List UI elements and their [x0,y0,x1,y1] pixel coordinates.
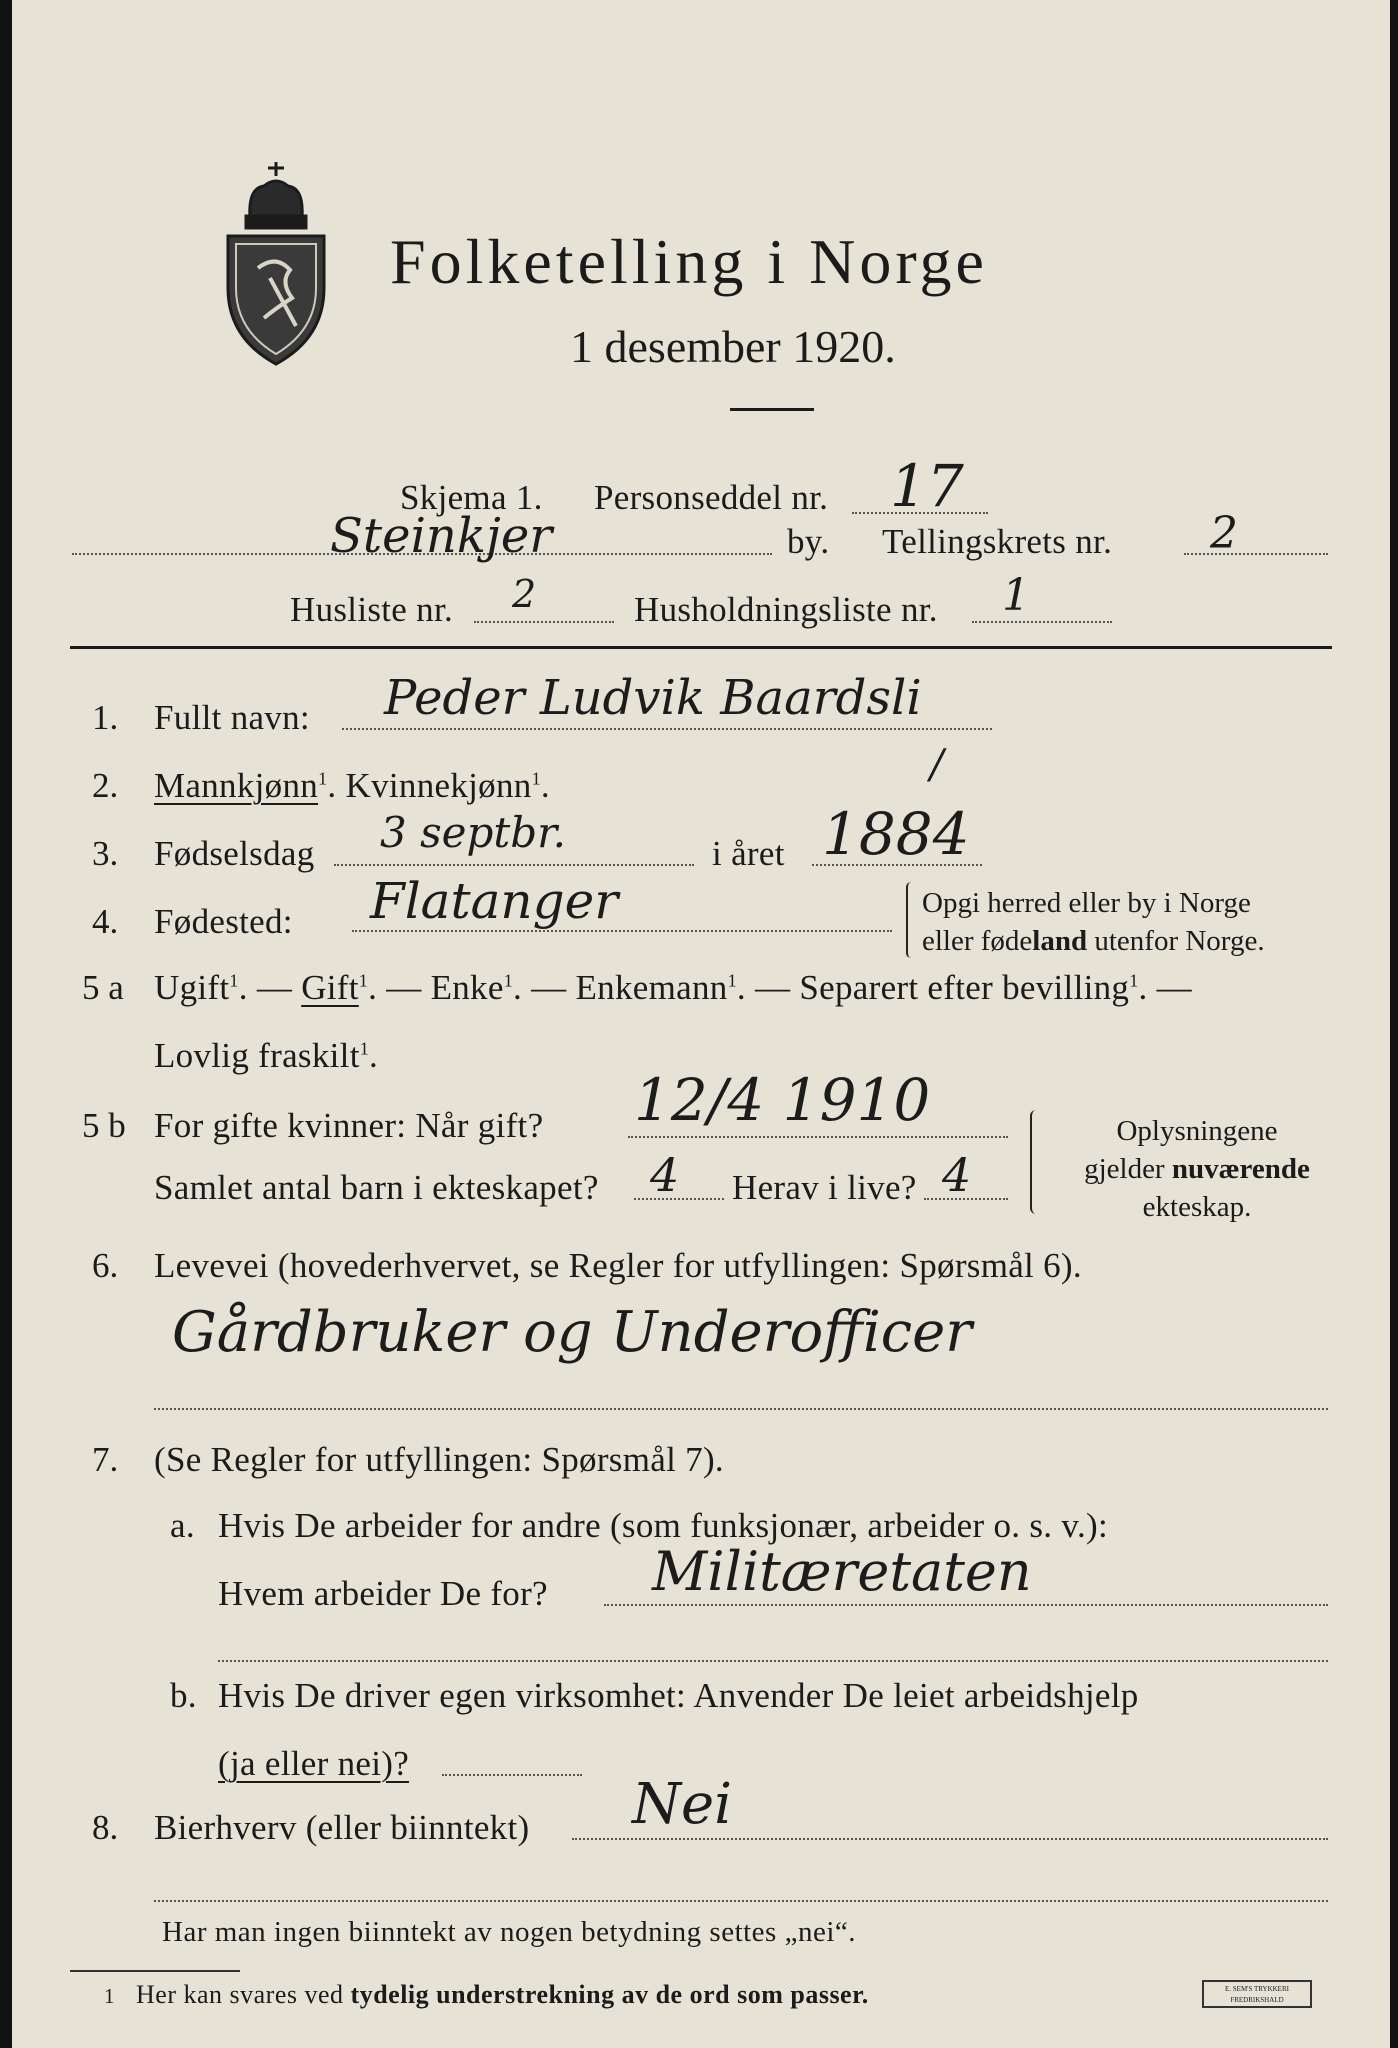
q8-label: Bierhverv (eller biinntekt) [154,1808,530,1847]
census-date: 1 desember 1920. [570,321,896,372]
q5b-note-bracket [1030,1110,1042,1214]
q7a-line2: Hvem arbeider De for? [218,1574,548,1613]
q5a-lovlig-option: Lovlig fraskilt$^1$. [154,1036,379,1075]
tellingskrets-label: Tellingskrets nr. [882,522,1113,561]
q2-sex-options: Mannkjønn$^1$. Kvinnekjønn$^1$. [154,766,550,805]
q4-label: Fødested: [154,902,293,941]
q5b-note: Oplysningene gjelder nuværende ekteskap. [1084,1115,1310,1223]
q7b-line2: (ja eller nei)? [218,1744,410,1783]
coat-of-arms-icon [220,158,332,368]
town-value: Steinkjer [330,508,553,564]
footer-note: Har man ingen biinntekt av nogen betydning settes „nei“. [162,1916,857,1948]
q1-full-name-value: Peder Ludvik Baardsli [384,670,922,726]
q7b-line1: Hvis De driver egen virksomhet: Anvender De leiet arbeidshjelp [218,1676,1139,1715]
q6-label: Levevei (hovederhvervet, se Regler for utfyllingen: Spørsmål 6). [154,1246,1082,1285]
q1-label: Fullt navn: [154,698,310,737]
q7b-letter: b. [170,1676,197,1715]
census-form [12,0,1390,2048]
q1-number: 1. [92,698,119,737]
husliste-value: 2 [512,572,537,616]
q5b-children-label: Samlet antal barn i ekteskapet? [154,1168,599,1207]
q8-side-income-value: Nei [632,1772,733,1837]
q7-number: 7. [92,1440,119,1479]
q2-number: 2. [92,766,119,805]
q7-label: (Se Regler for utfyllingen: Spørsmål 7). [154,1440,724,1479]
q2-mark: / [930,742,944,788]
q2-male-option: Mannkjønn [154,766,319,805]
q7a-line1: Hvis De arbeider for andre (som funksjonær, arbeider o. s. v.): [218,1506,1108,1545]
printer-stamp: E. SEM'S TRYKKERI FREDRIKSHALD [1202,1980,1312,2008]
husliste-label: Husliste nr. [290,590,454,629]
form-title: Folketelling i Norge [390,226,988,297]
form-number-label: Skjema 1. [400,478,543,517]
q3-birthday-value: 3 septbr. [380,808,566,857]
by-label: by. [787,522,830,561]
q5b-alive-label: Herav i live? [732,1168,917,1207]
q8-number: 8. [92,1808,119,1847]
footnote-number: 1 [104,1984,115,2008]
q3-year-label: i året [712,834,785,873]
q7a-employer-value: Militæretaten [652,1540,1032,1603]
personseddel-label: Personseddel nr. [594,478,829,517]
q5a-gift-option: Gift [301,968,359,1007]
q5b-alive-value: 4 [942,1148,972,1202]
q5b-label: For gifte kvinner: Når gift? [154,1106,544,1145]
tellingskrets-value: 2 [1210,508,1238,559]
q5b-number: 5 b [82,1106,126,1145]
q6-occupation-value: Gårdbruker og Underofficer [172,1300,973,1365]
q5b-children-value: 4 [650,1148,680,1202]
q5a-number: 5 a [82,968,124,1007]
q3-year-value: 1884 [822,800,970,868]
q4-birthplace-value: Flatanger [370,872,619,930]
header-separator [70,646,1332,649]
q3-label: Fødselsdag [154,834,315,873]
q4-number: 4. [92,902,119,941]
q5b-married-value: 12/4 1910 [634,1066,931,1134]
footnote-rule [70,1970,240,1972]
q2-female-option: Kvinnekjønn [345,766,532,805]
q6-number: 6. [92,1246,119,1285]
q4-note-bracket [906,882,916,958]
q7a-letter: a. [170,1506,195,1545]
husholdningsliste-value: 1 [1002,570,1030,621]
husholdningsliste-label: Husholdningsliste nr. [634,590,938,629]
q3-number: 3. [92,834,119,873]
q4-note: Opgi herred eller by i Norge eller fødeland utenfor Norge. [922,887,1265,957]
personseddel-value: 17 [890,452,964,520]
q5a-civil-status-options: Ugift$^1$. — Gift$^1$. — Enke$^1$. — Enkemann$^1$. — Separert efter bevilling$^1$. — [154,968,1192,1007]
footnote-text: Her kan svares ved tydelig understrekning av de ord som passer. [136,1980,869,2009]
title-divider [730,408,814,411]
